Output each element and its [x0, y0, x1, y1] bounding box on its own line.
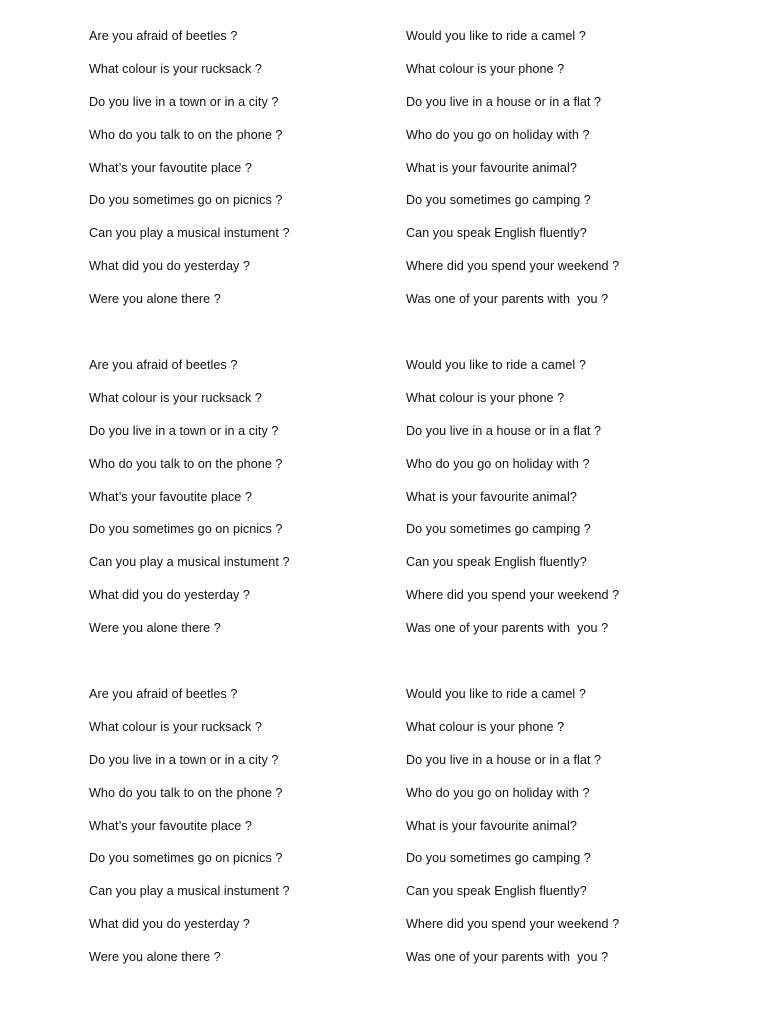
question-line: Where did you spend your weekend ? [406, 917, 620, 932]
left-question-column [89, 355, 290, 651]
question-line: Who do you go on holiday with ? [406, 127, 590, 142]
question-line: Do you sometimes go camping ? [406, 522, 591, 537]
question-line: Do you sometimes go on picnics ? [89, 193, 283, 208]
question-line: Do you live in a house or in a flat ? [406, 423, 602, 438]
question-line: Do you sometimes go camping ? [406, 851, 591, 866]
question-line: What’s your favoutite place ? [89, 818, 252, 833]
question-line: What did you do yesterday ? [89, 588, 250, 603]
question-line: Do you live in a house or in a flat ? [406, 752, 602, 767]
question-line: Who do you go on holiday with ? [406, 785, 590, 800]
question-line: What colour is your phone ? [406, 61, 565, 76]
question-line: What colour is your rucksack ? [89, 719, 262, 734]
question-line: Were you alone there ? [89, 292, 221, 307]
question-line: What’s your favoutite place ? [89, 160, 252, 175]
question-line: Can you speak English fluently? [406, 555, 587, 570]
question-line: Are you afraid of beetles ? [89, 687, 238, 701]
question-line: Would you like to ride a camel ? [406, 687, 586, 701]
question-line: Was one of your parents with you ? [406, 292, 609, 307]
question-line: Do you sometimes go on picnics ? [89, 851, 283, 866]
question-line: Can you play a musical instument ? [89, 555, 290, 570]
question-line: Can you play a musical instument ? [89, 884, 290, 899]
question-line: What colour is your rucksack ? [89, 390, 262, 405]
question-line: Where did you spend your weekend ? [406, 259, 620, 274]
question-line: Was one of your parents with you ? [406, 950, 609, 965]
question-line: Do you live in a town or in a city ? [89, 752, 279, 767]
question-line: What is your favourite animal? [406, 160, 577, 175]
question-line: Would you like to ride a camel ? [406, 29, 586, 43]
question-line: Do you live in a town or in a city ? [89, 423, 279, 438]
right-question-column [406, 355, 619, 651]
question-line: Can you speak English fluently? [406, 884, 587, 899]
question-line: Who do you talk to on the phone ? [89, 785, 283, 800]
question-line: Were you alone there ? [89, 950, 221, 965]
question-line: What colour is your phone ? [406, 390, 565, 405]
question-line: Do you sometimes go camping ? [406, 193, 591, 208]
question-line: What’s your favoutite place ? [89, 489, 252, 504]
question-line: What is your favourite animal? [406, 489, 577, 504]
question-line: Who do you talk to on the phone ? [89, 127, 283, 142]
question-line: Do you live in a town or in a city ? [89, 94, 279, 109]
question-line: Are you afraid of beetles ? [89, 358, 238, 372]
question-line: Can you speak English fluently? [406, 226, 587, 241]
question-line: Was one of your parents with you ? [406, 621, 609, 636]
question-line: Who do you go on holiday with ? [406, 456, 590, 471]
left-question-column [89, 684, 290, 980]
left-question-column [89, 26, 290, 322]
question-line: Can you play a musical instument ? [89, 226, 290, 241]
question-line: Would you like to ride a camel ? [406, 358, 586, 372]
question-line: Were you alone there ? [89, 621, 221, 636]
question-line: What did you do yesterday ? [89, 917, 250, 932]
question-line: Where did you spend your weekend ? [406, 588, 620, 603]
question-line: What is your favourite animal? [406, 818, 577, 833]
question-line: What did you do yesterday ? [89, 259, 250, 274]
right-question-column [406, 684, 619, 980]
right-question-column [406, 26, 619, 322]
question-line: What colour is your phone ? [406, 719, 565, 734]
question-line: Who do you talk to on the phone ? [89, 456, 283, 471]
question-line: Do you sometimes go on picnics ? [89, 522, 283, 537]
question-line: What colour is your rucksack ? [89, 61, 262, 76]
question-line: Are you afraid of beetles ? [89, 29, 238, 43]
question-line: Do you live in a house or in a flat ? [406, 94, 602, 109]
